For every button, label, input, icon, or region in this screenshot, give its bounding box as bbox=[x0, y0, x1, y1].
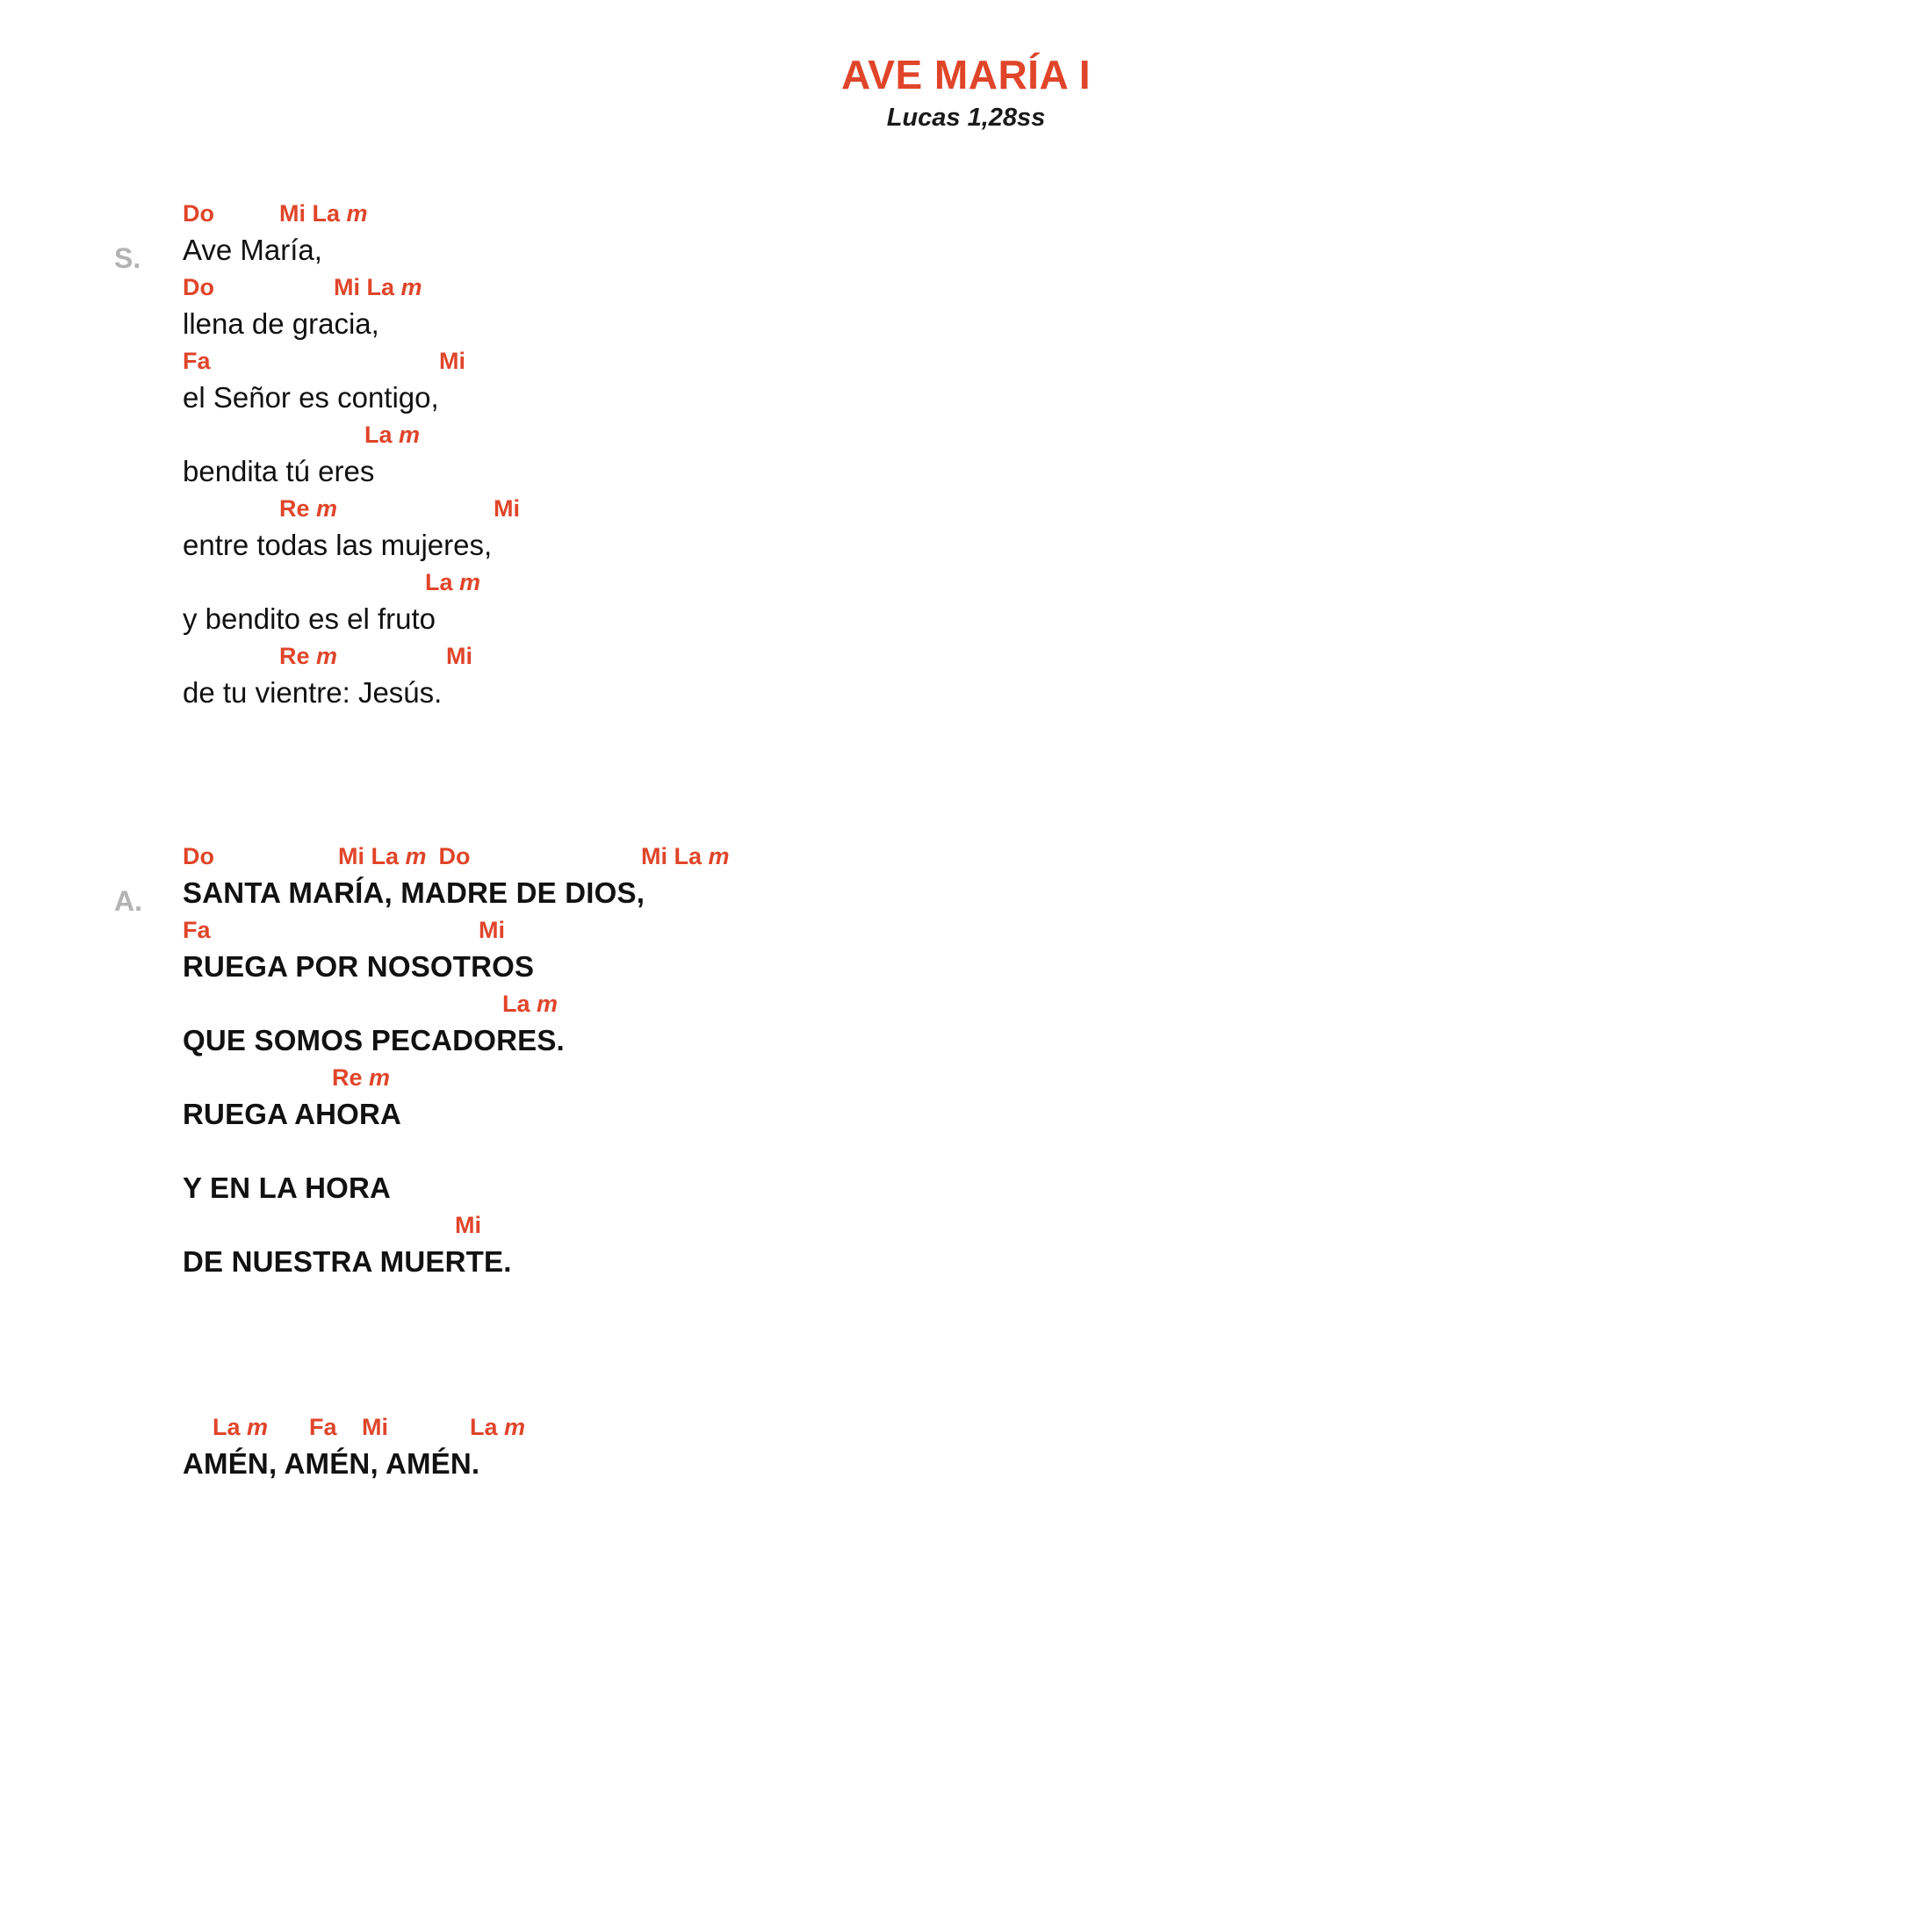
chord-line bbox=[0, 1064, 1932, 1098]
lyric-line: el Señor es contigo, bbox=[183, 381, 439, 414]
chord-line bbox=[0, 422, 1932, 455]
song-line bbox=[0, 422, 1932, 495]
song-line bbox=[0, 843, 1932, 917]
verse-block-solo bbox=[0, 200, 1932, 717]
lyric-line: y bendito es el fruto bbox=[183, 602, 436, 635]
lyric-line: AMÉN, AMÉN, AMÉN. bbox=[183, 1447, 480, 1480]
chord-line bbox=[0, 643, 1932, 676]
chord-symbol: Do bbox=[183, 274, 214, 300]
song-line bbox=[0, 1212, 1932, 1286]
chord-symbol: Re m bbox=[279, 643, 338, 669]
chord-symbol: Fa bbox=[309, 1414, 337, 1440]
chord-symbol: Fa bbox=[183, 917, 211, 943]
lyric-line: RUEGA AHORA bbox=[183, 1098, 402, 1130]
lyric-line: DE NUESTRA MUERTE. bbox=[183, 1245, 512, 1278]
chord-symbol: Mi La m bbox=[338, 843, 427, 869]
page-title: AVE MARÍA I bbox=[840, 52, 1092, 97]
lyric-line: Y EN LA HORA bbox=[183, 1171, 392, 1204]
chord-minor-marker: m bbox=[708, 843, 730, 869]
chord-symbol: Mi bbox=[362, 1414, 388, 1440]
chord-symbol: La m bbox=[425, 569, 481, 595]
verse-block-all bbox=[0, 843, 1932, 1286]
song-line bbox=[0, 274, 1932, 348]
song-line bbox=[0, 1138, 1932, 1212]
verse-block-amen bbox=[0, 1414, 1932, 1488]
chord-symbol: La m bbox=[364, 422, 421, 448]
chord-symbol: Mi La m bbox=[279, 200, 368, 227]
chord-symbol: Fa bbox=[183, 348, 211, 374]
song-line bbox=[0, 1414, 1932, 1488]
chord-symbol: Do bbox=[183, 200, 214, 227]
verse-lines-amen bbox=[0, 1414, 1932, 1488]
lyric-line: de tu vientre: Jesús. bbox=[183, 676, 443, 709]
chord-minor-marker: m bbox=[400, 274, 422, 300]
chord-symbol: Mi bbox=[446, 643, 472, 669]
chord-line bbox=[0, 1414, 1932, 1447]
chord-minor-marker: m bbox=[405, 843, 427, 869]
lyric-line: bendita tú eres bbox=[183, 455, 375, 487]
lyric-line: RUEGA POR NOSOTROS bbox=[183, 950, 535, 983]
speaker-label-all: A. bbox=[114, 885, 142, 917]
chord-symbol: Mi bbox=[455, 1212, 481, 1238]
chord-line bbox=[0, 200, 1932, 234]
chord-minor-marker: m bbox=[459, 569, 481, 595]
lyric-line: Ave María, bbox=[183, 234, 322, 266]
chord-line bbox=[0, 991, 1932, 1024]
song-line bbox=[0, 200, 1932, 274]
song-line bbox=[0, 991, 1932, 1064]
speaker-label-solo: S. bbox=[114, 242, 141, 274]
song-line bbox=[0, 1064, 1932, 1138]
chord-line bbox=[0, 274, 1932, 307]
chord-line bbox=[0, 569, 1932, 602]
chord-minor-marker: m bbox=[504, 1414, 526, 1440]
song-line bbox=[0, 569, 1932, 643]
song-line bbox=[0, 917, 1932, 991]
chord-symbol: Mi bbox=[494, 495, 520, 522]
chord-minor-marker: m bbox=[399, 422, 421, 448]
chord-symbol: Do bbox=[432, 843, 471, 869]
lyric-line: llena de gracia, bbox=[183, 307, 379, 340]
chord-symbol: La m bbox=[470, 1414, 526, 1440]
lyric-line: QUE SOMOS PECADORES. bbox=[183, 1024, 565, 1056]
chord-minor-marker: m bbox=[369, 1064, 391, 1091]
chord-line bbox=[0, 1138, 1932, 1171]
chord-line bbox=[0, 1212, 1932, 1245]
verse-lines-solo bbox=[0, 200, 1932, 717]
chord-minor-marker: m bbox=[346, 200, 368, 227]
page-subtitle: Lucas 1,28ss bbox=[886, 104, 1046, 132]
chord-line bbox=[0, 843, 1932, 876]
chord-line bbox=[0, 348, 1932, 381]
chord-minor-marker: m bbox=[316, 643, 338, 669]
verse-lines-all bbox=[0, 843, 1932, 1286]
chord-symbol: Re m bbox=[279, 495, 338, 522]
chord-symbol: La m bbox=[502, 991, 559, 1017]
chord-symbol: Do bbox=[183, 843, 214, 869]
chord-symbol: Re m bbox=[332, 1064, 391, 1091]
chord-minor-marker: m bbox=[537, 991, 559, 1017]
chord-symbol: Mi La m bbox=[641, 843, 730, 869]
chord-minor-marker: m bbox=[247, 1414, 269, 1440]
chord-symbol: Mi La m bbox=[334, 274, 422, 300]
chord-minor-marker: m bbox=[316, 495, 338, 522]
chord-symbol: Mi bbox=[439, 348, 465, 374]
lyric-line: SANTA MARÍA, MADRE DE DIOS, bbox=[183, 876, 645, 909]
chord-symbol: Mi bbox=[479, 917, 505, 943]
song-line bbox=[0, 348, 1932, 422]
lyric-line: entre todas las mujeres, bbox=[183, 529, 493, 561]
chord-symbol: La m bbox=[213, 1414, 269, 1440]
chord-line bbox=[0, 917, 1932, 950]
song-line bbox=[0, 643, 1932, 717]
chord-line bbox=[0, 495, 1932, 529]
song-line bbox=[0, 495, 1932, 569]
